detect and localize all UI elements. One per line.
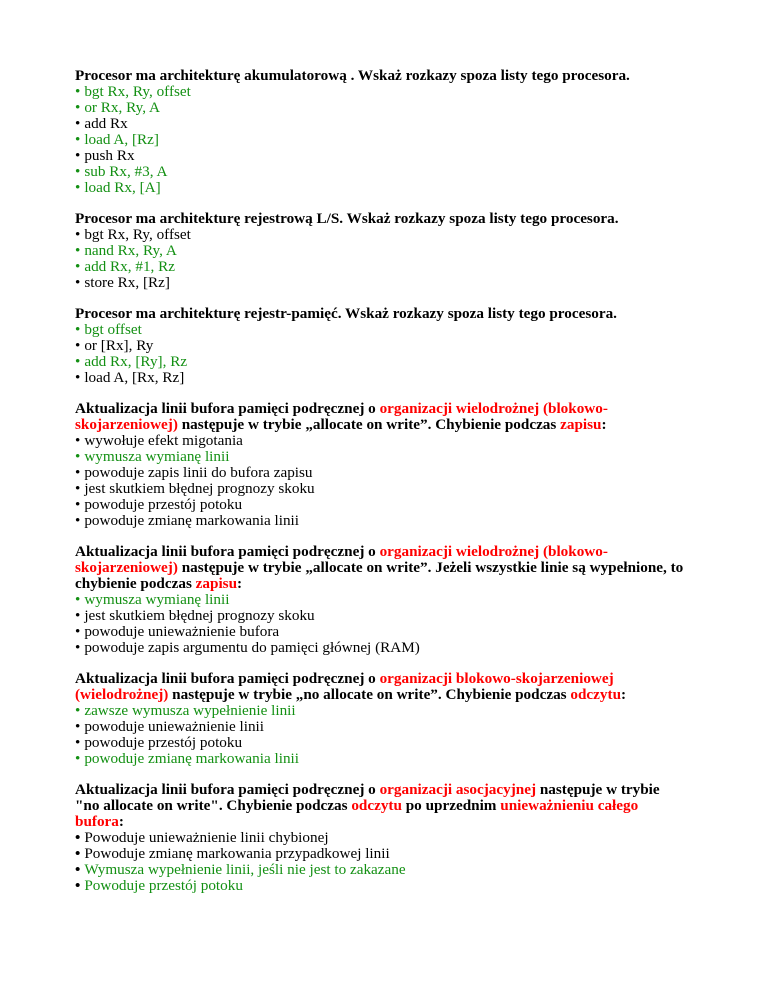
answer-option	[75, 370, 735, 386]
question-block	[75, 782, 735, 894]
answer-option	[75, 513, 735, 529]
answer-text: powoduje zapis linii do bufora zapisu	[84, 464, 313, 481]
title-text: :	[601, 416, 607, 433]
bullet-icon: •	[75, 337, 81, 354]
answer-list	[75, 322, 735, 386]
answer-option-correct	[75, 164, 735, 180]
question-title	[75, 306, 735, 322]
bullet-icon: •	[75, 702, 81, 719]
bullet-icon: •	[75, 448, 81, 465]
title-text: następuje w trybie „allocate on write”. Chybienie podczas	[177, 416, 561, 433]
answer-option	[75, 624, 735, 640]
answer-list	[75, 433, 735, 529]
answer-text: wymusza wymianę linii	[84, 591, 230, 608]
question-block	[75, 671, 735, 767]
bullet-icon: •	[75, 353, 81, 370]
answer-option-correct	[75, 878, 735, 894]
question-title	[75, 401, 735, 433]
answer-option-correct	[75, 862, 735, 878]
answer-option-correct	[75, 751, 735, 767]
answer-option	[75, 338, 735, 354]
title-text: Procesor ma architekturę akumulatorową . Wskaż rozkazy spoza listy tego procesora.	[75, 67, 630, 84]
answer-text: or [Rx], Ry	[84, 337, 154, 354]
answer-option-correct	[75, 322, 735, 338]
bullet-icon: •	[75, 480, 81, 497]
highlighted-term: organizacji asocjacyjnej	[379, 781, 537, 798]
answer-list	[75, 703, 735, 767]
answer-list	[75, 592, 735, 656]
title-text: następuje w trybie	[536, 781, 660, 798]
question-block	[75, 306, 735, 386]
title-text: :	[118, 813, 124, 830]
bullet-icon: •	[75, 845, 81, 862]
answer-text: nand Rx, Ry, A	[84, 242, 177, 259]
bullet-icon: •	[75, 258, 81, 275]
bullet-icon: •	[75, 242, 81, 259]
highlighted-term: skojarzeniowej)	[75, 416, 178, 433]
answer-list	[75, 830, 735, 894]
answer-text: push Rx	[84, 147, 135, 164]
answer-text: sub Rx, #3, A	[84, 163, 168, 180]
answer-option	[75, 497, 735, 513]
question-title	[75, 211, 735, 227]
answer-text: Powoduje zmianę markowania przypadkowej linii	[84, 845, 390, 862]
answer-option	[75, 640, 735, 656]
answer-text: jest skutkiem błędnej prognozy skoku	[84, 607, 315, 624]
answer-option	[75, 433, 735, 449]
answer-option	[75, 608, 735, 624]
title-text: :	[621, 686, 627, 703]
answer-text: powoduje zapis argumentu do pamięci głównej (RAM)	[84, 639, 420, 656]
answer-text: or Rx, Ry, A	[84, 99, 160, 116]
answer-text: Powoduje unieważnienie linii chybionej	[84, 829, 329, 846]
question-block	[75, 401, 735, 529]
answer-option	[75, 719, 735, 735]
answer-option	[75, 275, 735, 291]
answer-option	[75, 735, 735, 751]
question-title	[75, 544, 735, 592]
title-text: Aktualizacja linii bufora pamięci podręcznej o	[75, 781, 380, 798]
answer-option-correct	[75, 703, 735, 719]
title-text: następuje w trybie „no allocate on write”. Chybienie podczas	[168, 686, 571, 703]
question-block	[75, 68, 735, 196]
highlighted-term: skojarzeniowej)	[75, 559, 178, 576]
bullet-icon: •	[75, 639, 81, 656]
answer-option	[75, 465, 735, 481]
bullet-icon: •	[75, 147, 81, 164]
answer-text: wymusza wymianę linii	[84, 448, 230, 465]
bullet-icon: •	[75, 179, 81, 196]
answer-text: load A, [Rz]	[84, 131, 159, 148]
bullet-icon: •	[75, 131, 81, 148]
document	[75, 68, 735, 909]
answer-text: add Rx, [Ry], Rz	[84, 353, 188, 370]
answer-option	[75, 846, 735, 862]
highlighted-term: odczytu	[351, 797, 402, 814]
question-block	[75, 544, 735, 656]
answer-text: bgt offset	[84, 321, 142, 338]
bullet-icon: •	[75, 321, 81, 338]
bullet-icon: •	[75, 226, 81, 243]
answer-option-correct	[75, 84, 735, 100]
answer-option-correct	[75, 592, 735, 608]
answer-text: Powoduje przestój potoku	[84, 877, 243, 894]
answer-text: powoduje unieważnienie bufora	[84, 623, 280, 640]
title-text: Aktualizacja linii bufora pamięci podręcznej o	[75, 400, 380, 417]
answer-option-correct	[75, 180, 735, 196]
question-title	[75, 671, 735, 703]
answer-list	[75, 84, 735, 196]
bullet-icon: •	[75, 163, 81, 180]
answer-text: load A, [Rx, Rz]	[84, 369, 185, 386]
answer-text: add Rx, #1, Rz	[84, 258, 176, 275]
answer-text: bgt Rx, Ry, offset	[84, 226, 191, 243]
bullet-icon: •	[75, 607, 81, 624]
bullet-icon: •	[75, 861, 81, 878]
answer-text: powoduje zmianę markowania linii	[84, 750, 299, 767]
highlighted-term: (wielodrożnej)	[75, 686, 169, 703]
answer-text: Wymusza wypełnienie linii, jeśli nie jest to zakazane	[84, 861, 406, 878]
title-text: Procesor ma architekturę rejestrową L/S. Wskaż rozkazy spoza listy tego procesora.	[75, 210, 619, 227]
highlighted-term: organizacji wielodrożnej (blokowo-	[379, 543, 608, 560]
answer-text: powoduje zmianę markowania linii	[84, 512, 299, 529]
title-text: Procesor ma architekturę rejestr-pamięć. Wskaż rozkazy spoza listy tego procesora.	[75, 305, 617, 322]
bullet-icon: •	[75, 464, 81, 481]
highlighted-term: bufora	[75, 813, 119, 830]
highlighted-term: unieważnieniu całego	[500, 797, 639, 814]
bullet-icon: •	[75, 734, 81, 751]
title-text: Aktualizacja linii bufora pamięci podręcznej o	[75, 670, 380, 687]
answer-option-correct	[75, 243, 735, 259]
bullet-icon: •	[75, 829, 81, 846]
bullet-icon: •	[75, 512, 81, 529]
highlighted-term: zapisu	[195, 575, 238, 592]
answer-list	[75, 227, 735, 291]
bullet-icon: •	[75, 496, 81, 513]
bullet-icon: •	[75, 432, 81, 449]
answer-text: powoduje przestój potoku	[84, 734, 243, 751]
title-text: chybienie podczas	[75, 575, 196, 592]
answer-option	[75, 227, 735, 243]
answer-text: add Rx	[84, 115, 128, 132]
bullet-icon: •	[75, 877, 81, 894]
question-title	[75, 782, 735, 830]
title-text: "no allocate on write". Chybienie podczas	[75, 797, 352, 814]
answer-text: wywołuje efekt migotania	[84, 432, 243, 449]
bullet-icon: •	[75, 115, 81, 132]
highlighted-term: organizacji wielodrożnej (blokowo-	[379, 400, 608, 417]
answer-text: powoduje przestój potoku	[84, 496, 243, 513]
bullet-icon: •	[75, 623, 81, 640]
answer-text: load Rx, [A]	[84, 179, 161, 196]
answer-option	[75, 830, 735, 846]
answer-option-correct	[75, 354, 735, 370]
title-text: po uprzednim	[401, 797, 501, 814]
highlighted-term: organizacji blokowo-skojarzeniowej	[379, 670, 614, 687]
question-block	[75, 211, 735, 291]
title-text: Aktualizacja linii bufora pamięci podręcznej o	[75, 543, 380, 560]
answer-option-correct	[75, 132, 735, 148]
answer-text: store Rx, [Rz]	[84, 274, 170, 291]
title-text: następuje w trybie „allocate on write”. Jeżeli wszystkie linie są wypełnione, to	[177, 559, 684, 576]
answer-option-correct	[75, 449, 735, 465]
answer-option-correct	[75, 100, 735, 116]
answer-text: bgt Rx, Ry, offset	[84, 83, 191, 100]
highlighted-term: odczytu	[570, 686, 622, 703]
answer-text: powoduje unieważnienie linii	[84, 718, 264, 735]
answer-option-correct	[75, 259, 735, 275]
answer-option	[75, 148, 735, 164]
bullet-icon: •	[75, 718, 81, 735]
bullet-icon: •	[75, 99, 81, 116]
highlighted-term: zapisu	[560, 416, 602, 433]
answer-text: jest skutkiem błędnej prognozy skoku	[84, 480, 315, 497]
bullet-icon: •	[75, 83, 81, 100]
bullet-icon: •	[75, 274, 81, 291]
answer-option	[75, 481, 735, 497]
answer-option	[75, 116, 735, 132]
title-text: :	[237, 575, 243, 592]
bullet-icon: •	[75, 750, 81, 767]
answer-text: zawsze wymusza wypełnienie linii	[84, 702, 296, 719]
bullet-icon: •	[75, 591, 81, 608]
question-title	[75, 68, 735, 84]
bullet-icon: •	[75, 369, 81, 386]
